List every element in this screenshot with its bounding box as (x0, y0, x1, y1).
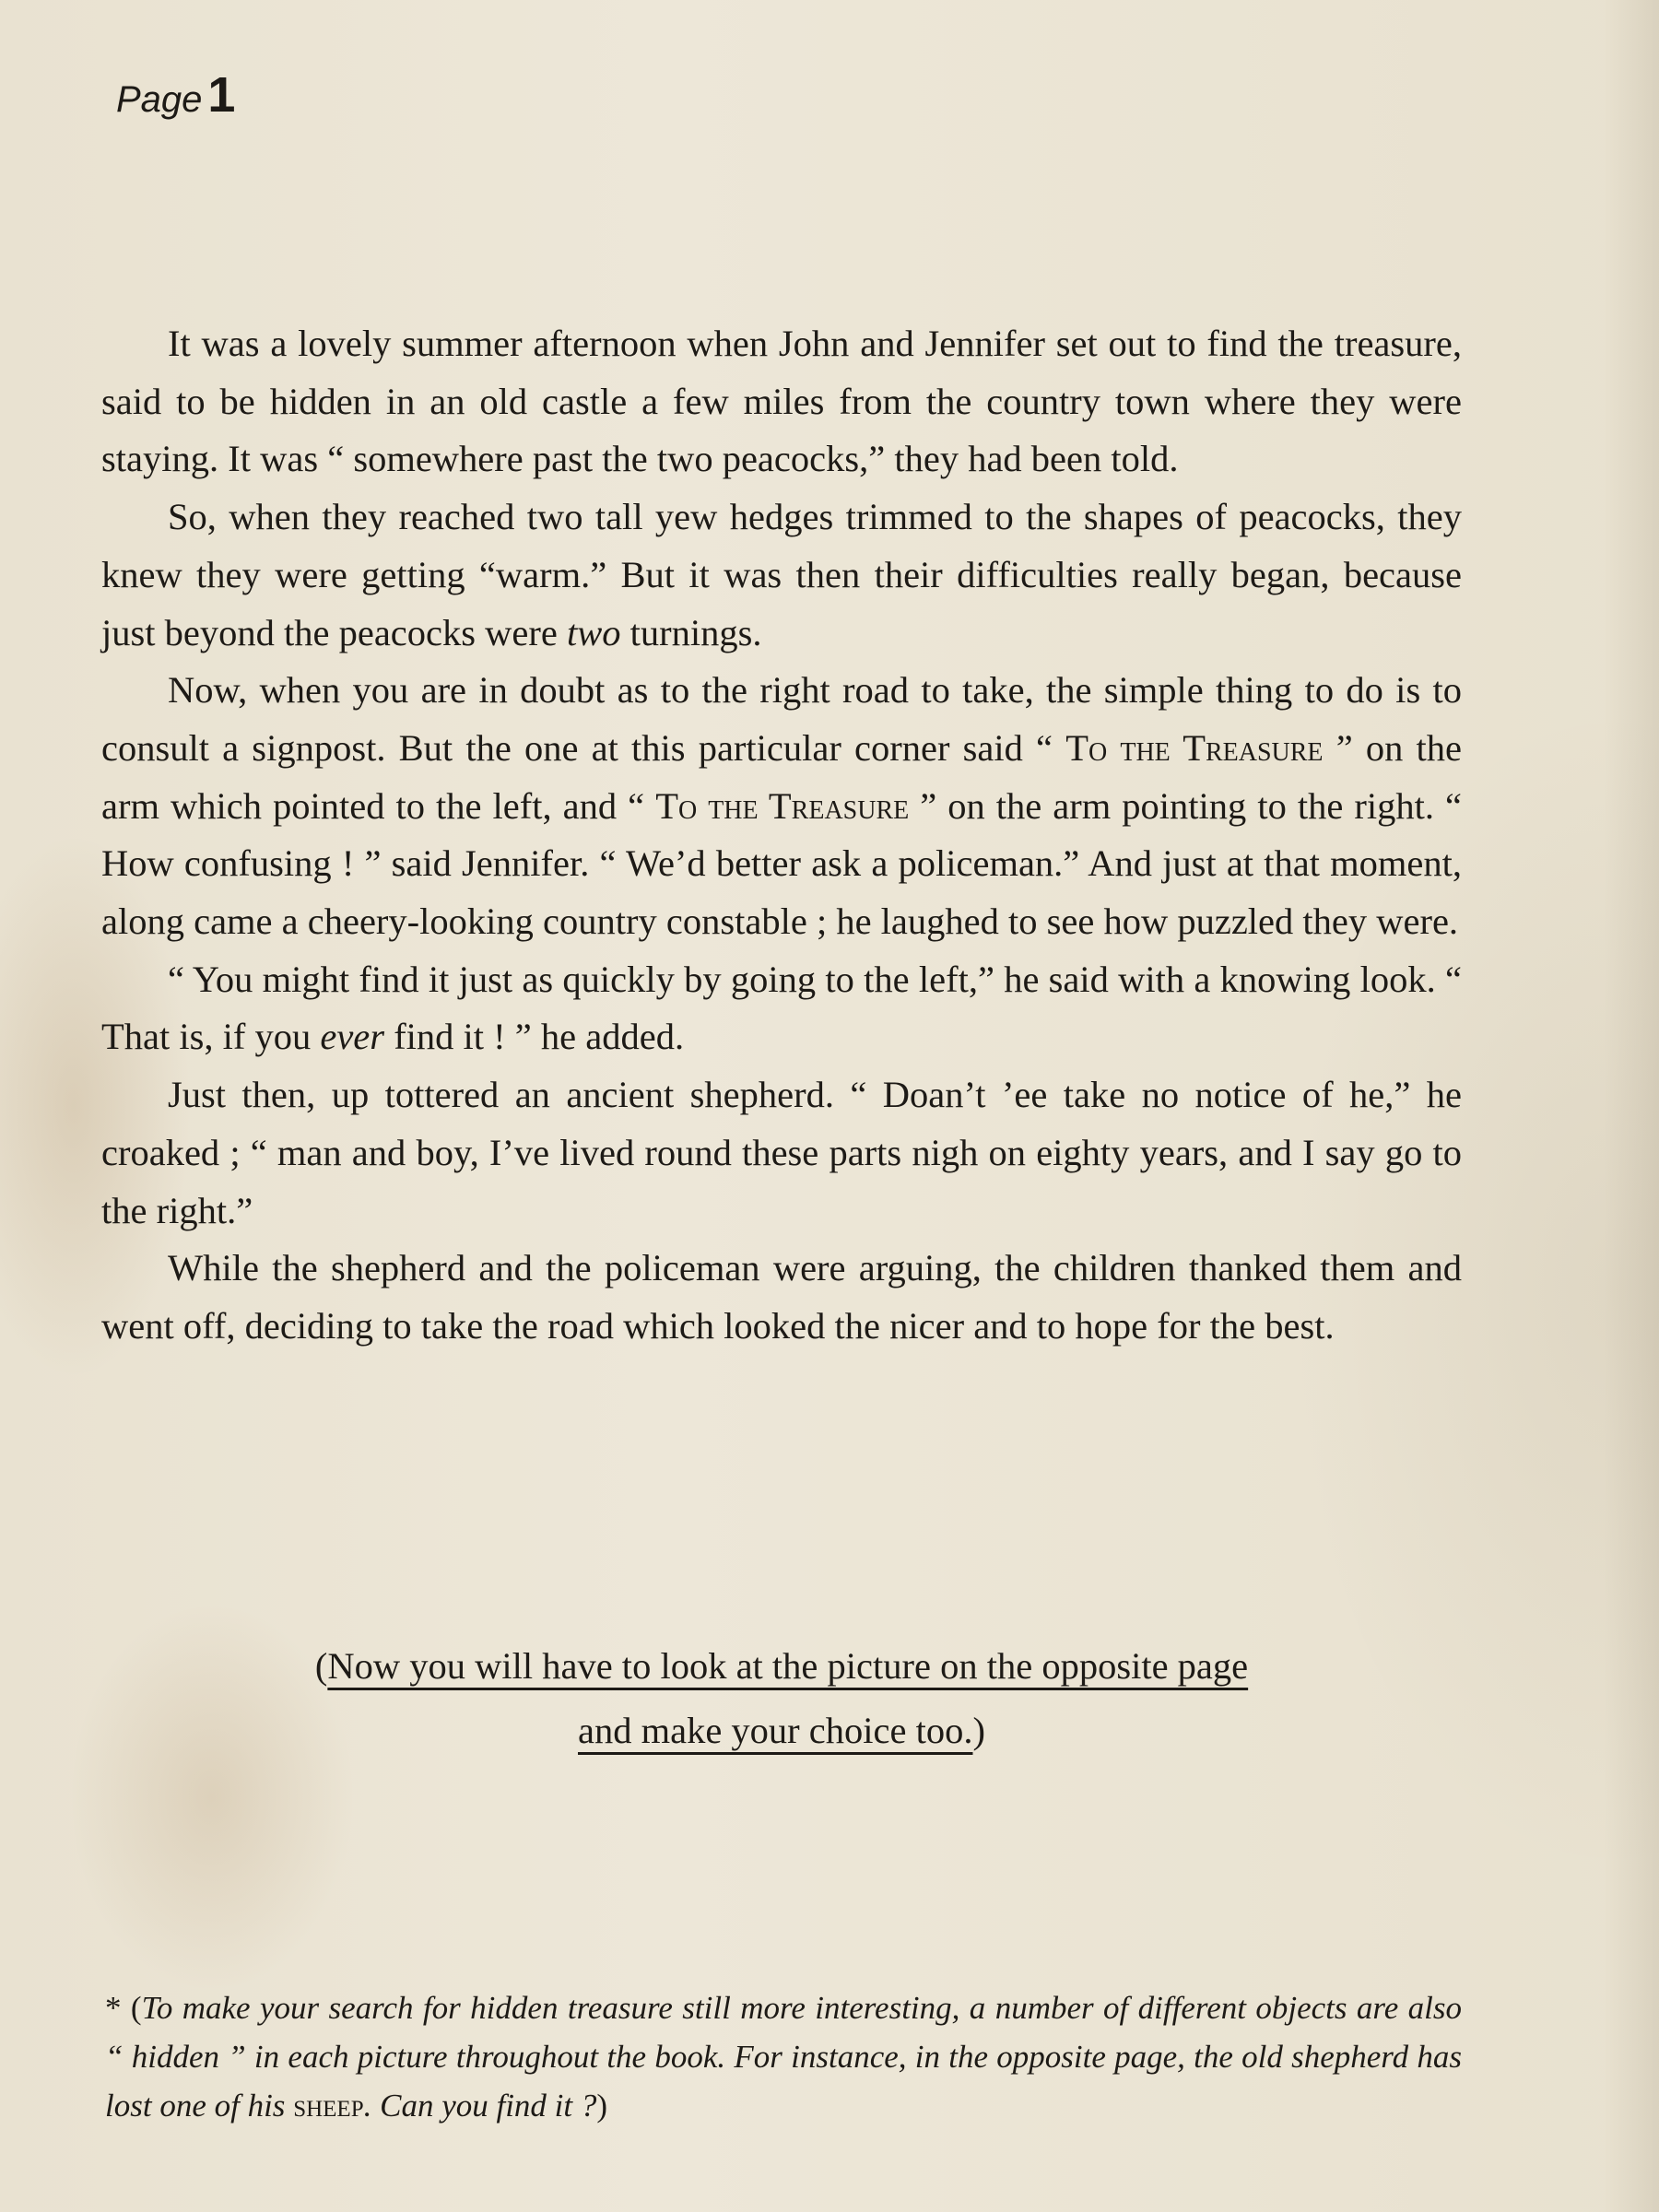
paragraph-3 (101, 662, 1462, 951)
paragraph-2-text-b: turnings. (620, 611, 762, 653)
paragraph-3-text-b: ” on the arm which pointed to the left, and “ (101, 726, 1462, 827)
footnote-text-a: To make your search for hidden treasure still more interesting, a number of different objects are also “ hidden ” in each picture throughout the book. For instance, in the opposite page, the old shepherd has lost one of his (105, 1990, 1463, 2124)
paragraph-4-text-b: find it ! ” he added. (384, 1016, 685, 1058)
page-label-word: Page (116, 79, 203, 120)
footnote-text-b: . Can you find it ? (363, 2088, 597, 2124)
footnote-close-paren: ) (596, 2088, 608, 2124)
footnote-asterisk: * ( (105, 1990, 142, 2026)
paragraph-1: It was a lovely summer afternoon when John and Jennifer set out to find the treasure, said to be hidden in an old castle a few miles from the country town where they were staying. It was “ somewhere past the two peacocks,” they had been told. (101, 323, 1462, 480)
paragraph-4 (101, 951, 1462, 1066)
signpost-right-text: To the Treasure (655, 784, 910, 827)
page-edge-shadow (1604, 0, 1659, 2212)
instruction-text-2: and make your choice too. (578, 1710, 973, 1751)
paragraph-3-text-a: Now, when you are in doubt as to the right road to take, the simple thing to do is to consult a signpost. But the one at this particular corner said “ (101, 669, 1462, 769)
paragraph-4-emphasis: ever (320, 1016, 385, 1058)
instruction-close-paren: ) (972, 1710, 985, 1751)
page-header (116, 66, 235, 124)
paragraph-4-text-a: “ You might find it just as quickly by going to the left,” he said with a knowing look. “ That is, if you (101, 958, 1462, 1058)
footnote-sheep: sheep (293, 2088, 364, 2124)
instruction-text-1: Now you will have to look at the picture on the opposite page (327, 1645, 1249, 1687)
signpost-left-text: To the Treasure (1065, 726, 1324, 769)
paragraph-6: While the shepherd and the policeman were arguing, the children thanked them and went off, deciding to take the road which looked the nicer and to hope for the best. (101, 1247, 1462, 1347)
paragraph-5: Just then, up tottered an ancient shepherd. “ Doan’t ’ee take no notice of he,” he croaked ; “ man and boy, I’ve lived round these parts nigh on eighty years, and I say go to the right.” (101, 1074, 1462, 1231)
paragraph-2 (101, 488, 1462, 662)
paragraph-2-emphasis: two (566, 611, 621, 653)
page-number: 1 (207, 67, 236, 123)
story-text (101, 315, 1462, 1356)
reader-instruction (101, 1634, 1462, 1763)
footnote (105, 1983, 1462, 2130)
instruction-open-paren: ( (314, 1645, 328, 1687)
instruction-line-2 (101, 1699, 1462, 1763)
paragraph-3-text-c: ” on the arm pointing to the right. “ How confusing ! ” said Jennifer. “ We’d better ask a policeman.” And just at that moment, along came a cheery-looking country constable ; he laughed to see how puzzled they were. (101, 784, 1463, 943)
instruction-line-1 (101, 1634, 1462, 1699)
paragraph-2-text-a: So, when they reached two tall yew hedges trimmed to the shapes of peacocks, they knew they were getting “warm.” But it was then their difficulties really began, because just beyond the peacocks were (101, 496, 1462, 653)
